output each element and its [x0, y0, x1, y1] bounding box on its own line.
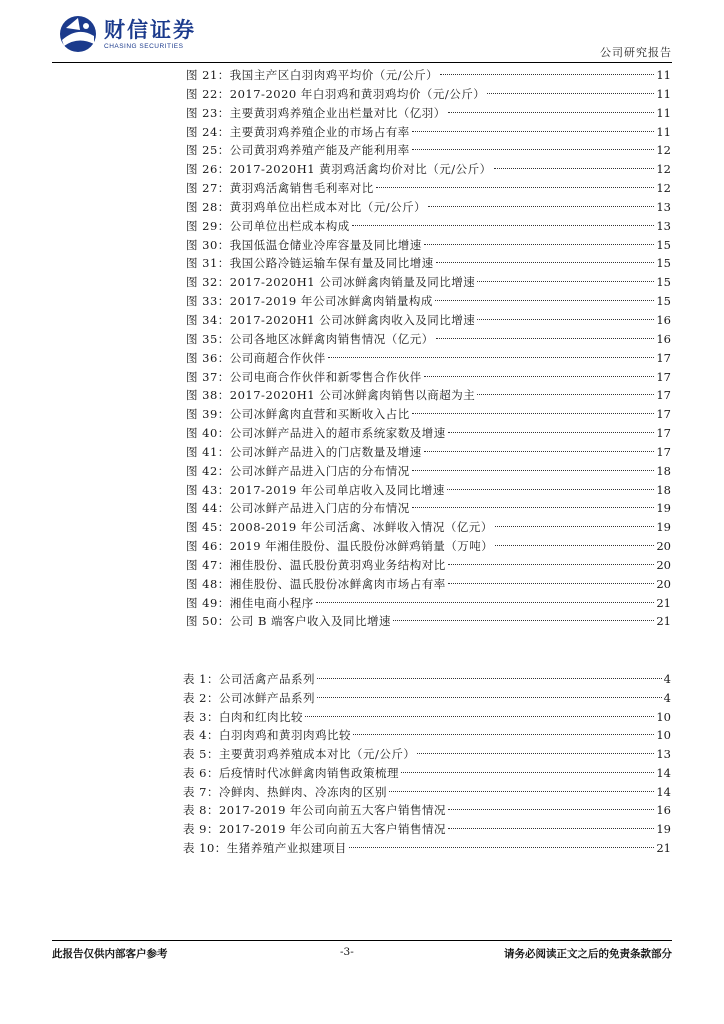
dot-leader — [477, 281, 654, 282]
figure-entry-label: 图 22：2017-2020 年白羽鸡和黄羽鸡均价（元/公斤） — [186, 86, 486, 101]
figure-entry-label: 图 44：公司冰鲜产品进入门店的分布情况 — [186, 501, 410, 516]
figure-entry[interactable] — [186, 443, 671, 462]
figure-entry-page-number: 11 — [656, 68, 671, 82]
figure-entry[interactable] — [186, 66, 671, 85]
figure-entry[interactable] — [186, 518, 671, 537]
dot-leader — [349, 847, 655, 848]
figure-entry[interactable] — [186, 499, 671, 518]
figure-entry-page-number: 18 — [656, 463, 671, 478]
figure-entry-label: 图 39：公司冰鲜禽肉直营和买断收入占比 — [186, 407, 410, 422]
figure-entry-label: 图 34：2017-2020H1 公司冰鲜禽肉收入及同比增速 — [186, 312, 476, 327]
figure-entry-label: 图 48：湘佳股份、温氏股份冰鲜禽肉市场占有率 — [186, 576, 446, 591]
dot-leader — [494, 168, 655, 169]
dot-leader — [448, 809, 654, 810]
figure-entry-page-number: 17 — [656, 369, 671, 384]
figure-entry[interactable] — [186, 556, 671, 575]
figure-entry-page-number: 21 — [656, 595, 671, 610]
dot-leader — [440, 74, 654, 75]
figure-entry-page-number: 15 — [656, 275, 671, 290]
dot-leader — [448, 432, 655, 433]
figures-index — [186, 66, 671, 631]
figure-entry-label: 图 32：2017-2020H1 公司冰鲜禽肉销量及同比增速 — [186, 275, 476, 290]
table-entry[interactable] — [183, 726, 671, 745]
figure-entry-page-number: 11 — [656, 86, 671, 101]
figure-entry-page-number: 19 — [656, 520, 671, 535]
figure-entry-page-number: 11 — [656, 124, 671, 139]
figure-entry-label: 图 31：我国公路冷链运输车保有量及同比增速 — [186, 256, 434, 271]
footer-divider — [52, 940, 672, 941]
figure-entry[interactable] — [186, 217, 671, 236]
report-type-label: 公司研究报告 — [600, 46, 672, 59]
figure-entry-page-number: 20 — [656, 576, 671, 591]
table-entry-page-number: 16 — [656, 803, 671, 818]
dot-leader — [477, 319, 654, 320]
figure-entry-page-number: 13 — [656, 218, 671, 233]
dot-leader — [495, 526, 654, 527]
figure-entry[interactable] — [186, 368, 671, 387]
table-entry[interactable] — [183, 745, 671, 764]
page-header — [0, 0, 724, 70]
dot-leader — [412, 507, 655, 508]
figure-entry-label: 图 23：主要黄羽鸡养殖企业出栏量对比（亿羽） — [186, 105, 446, 120]
figure-entry[interactable] — [186, 85, 671, 104]
table-entry-label: 表 2：公司冰鲜产品系列 — [183, 690, 315, 705]
dot-leader — [376, 187, 655, 188]
dot-leader — [448, 112, 655, 113]
table-entry-page-number: 10 — [656, 709, 671, 724]
dot-leader — [353, 734, 654, 735]
figure-entry-label: 图 36：公司商超合作伙伴 — [186, 350, 326, 365]
figure-entry-label: 图 41：公司冰鲜产品进入的门店数量及增速 — [186, 444, 422, 459]
dot-leader — [424, 451, 655, 452]
figure-entry[interactable] — [186, 123, 671, 142]
table-entry[interactable] — [183, 839, 671, 858]
figure-entry-page-number: 12 — [656, 181, 671, 196]
dot-leader — [424, 244, 655, 245]
table-entry[interactable] — [183, 801, 671, 820]
figure-entry-label: 图 35：公司各地区冰鲜禽肉销售情况（亿元） — [186, 331, 434, 346]
table-entry-page-number: 13 — [656, 747, 671, 761]
figure-entry-page-number: 15 — [656, 256, 671, 271]
tables-index — [183, 670, 671, 858]
figure-entry-label: 图 28：黄羽鸡单位出栏成本对比（元/公斤） — [186, 199, 427, 214]
dot-leader — [317, 697, 662, 698]
dot-leader — [401, 772, 654, 773]
figure-entry-page-number: 20 — [656, 539, 671, 554]
figure-entry[interactable] — [186, 141, 671, 160]
figure-entry-label: 图 21：我国主产区白羽肉鸡平均价（元/公斤） — [186, 68, 439, 82]
logo-english-name: CHASING SECURITIES — [104, 42, 184, 50]
table-entry-page-number: 4 — [663, 690, 671, 705]
dot-leader — [487, 93, 654, 94]
table-entry-label: 表 10：生猪养殖产业拟建项目 — [183, 840, 347, 855]
figure-entry-page-number: 17 — [656, 444, 671, 459]
dot-leader — [412, 131, 655, 132]
table-entry[interactable] — [183, 689, 671, 708]
footer-disclaimer-right: 请务必阅读正文之后的免责条款部分 — [504, 948, 672, 960]
company-logo — [58, 14, 196, 54]
figure-entry-page-number: 21 — [656, 614, 671, 629]
dot-leader — [328, 357, 655, 358]
figure-entry-page-number: 11 — [656, 105, 671, 120]
figure-entry-page-number: 20 — [656, 557, 671, 572]
table-entry[interactable] — [183, 820, 671, 839]
figure-entry[interactable] — [186, 311, 671, 330]
dot-leader — [305, 716, 654, 717]
dot-leader — [448, 564, 655, 565]
figure-entry[interactable] — [186, 330, 671, 349]
figure-entry-page-number: 15 — [656, 294, 671, 309]
table-entry-label: 表 6：后疫情时代冰鲜禽肉销售政策梳理 — [183, 765, 399, 780]
figure-entry-label: 图 50：公司 B 端客户收入及同比增速 — [186, 614, 392, 629]
figure-entry-label: 图 37：公司电商合作伙伴和新零售合作伙伴 — [186, 369, 422, 384]
figure-entry-label: 图 24：主要黄羽鸡养殖企业的市场占有率 — [186, 124, 410, 139]
page-number: -3- — [340, 946, 354, 958]
logo-chinese-name: 财信证券 — [104, 17, 196, 42]
figure-entry[interactable] — [186, 462, 671, 481]
figure-entry[interactable] — [186, 104, 671, 123]
figure-entry[interactable] — [186, 179, 671, 198]
figure-entry-page-number: 18 — [656, 482, 671, 497]
dot-leader — [436, 262, 655, 263]
figure-entry-page-number: 13 — [656, 199, 671, 214]
figure-entry-page-number: 17 — [656, 350, 671, 365]
dot-leader — [448, 583, 655, 584]
dot-leader — [495, 545, 654, 546]
dot-leader — [477, 394, 654, 395]
figure-entry[interactable] — [186, 594, 671, 613]
table-entry-label: 表 9：2017-2019 年公司向前五大客户销售情况 — [183, 822, 447, 836]
figure-entry-page-number: 17 — [656, 426, 671, 441]
figure-entry-label: 图 30：我国低温仓储业冷库容量及同比增速 — [186, 237, 422, 252]
figure-entry[interactable] — [186, 198, 671, 217]
figure-entry[interactable] — [186, 405, 671, 424]
figure-entry[interactable] — [186, 424, 671, 443]
dot-leader — [448, 828, 654, 829]
table-entry[interactable] — [183, 708, 671, 727]
table-entry-page-number: 4 — [663, 672, 671, 686]
dot-leader — [412, 413, 655, 414]
figure-entry[interactable] — [186, 273, 671, 292]
header-divider — [52, 62, 672, 63]
figure-entry[interactable] — [186, 160, 671, 179]
figure-entry-page-number: 12 — [656, 162, 671, 177]
table-entry-label: 表 7：冷鲜肉、热鲜肉、冷冻肉的区别 — [183, 784, 387, 799]
dot-leader — [424, 376, 655, 377]
table-entry-page-number: 19 — [656, 822, 671, 836]
figure-entry-page-number: 16 — [656, 331, 671, 346]
dot-leader — [428, 206, 654, 207]
dot-leader — [435, 300, 654, 301]
table-entry-page-number: 14 — [656, 765, 671, 780]
figure-entry-label: 图 33：2017-2019 年公司冰鲜禽肉销量构成 — [186, 294, 433, 309]
dot-leader — [393, 620, 654, 621]
footer-disclaimer-left: 此报告仅供内部客户参考 — [52, 948, 168, 960]
figure-entry-label: 图 29：公司单位出栏成本构成 — [186, 218, 350, 233]
table-entry[interactable] — [183, 670, 671, 689]
figure-entry-label: 图 42：公司冰鲜产品进入门店的分布情况 — [186, 463, 410, 478]
figure-entry-label: 图 43：2017-2019 年公司单店收入及同比增速 — [186, 482, 445, 497]
dot-leader — [352, 225, 655, 226]
table-entry-page-number: 14 — [656, 784, 671, 799]
dot-leader — [412, 470, 655, 471]
figure-entry-page-number: 12 — [656, 143, 671, 158]
table-entry[interactable] — [183, 764, 671, 783]
figure-entry[interactable] — [186, 575, 671, 594]
dot-leader — [389, 791, 654, 792]
figure-entry-label: 图 25：公司黄羽鸡养殖产能及产能利用率 — [186, 143, 410, 158]
figure-entry-label: 图 27：黄羽鸡活禽销售毛利率对比 — [186, 181, 374, 196]
figure-entry-label: 图 38：2017-2020H1 公司冰鲜禽肉销售以商超为主 — [186, 388, 476, 403]
figure-entry[interactable] — [186, 537, 671, 556]
table-entry-label: 表 5：主要黄羽鸡养殖成本对比（元/公斤） — [183, 747, 416, 761]
table-entry[interactable] — [183, 783, 671, 802]
table-entry-label: 表 1：公司活禽产品系列 — [183, 672, 315, 686]
figure-entry-label: 图 47：湘佳股份、温氏股份黄羽鸡业务结构对比 — [186, 557, 446, 572]
dot-leader — [316, 602, 655, 603]
dot-leader — [412, 149, 655, 150]
figure-entry[interactable] — [186, 236, 671, 255]
dot-leader — [436, 338, 655, 339]
table-entry-page-number: 10 — [656, 728, 671, 743]
figure-entry-label: 图 26：2017-2020H1 黄羽鸡活禽均价对比（元/公斤） — [186, 162, 492, 177]
figure-entry[interactable] — [186, 349, 671, 368]
figure-entry[interactable] — [186, 612, 671, 631]
figure-entry[interactable] — [186, 386, 671, 405]
figure-entry[interactable] — [186, 292, 671, 311]
table-entry-label: 表 8：2017-2019 年公司向前五大客户销售情况 — [183, 803, 447, 818]
figure-entry-page-number: 17 — [656, 388, 671, 403]
figure-entry-label: 图 45：2008-2019 年公司活禽、冰鲜收入情况（亿元） — [186, 520, 493, 535]
figure-entry-label: 图 49：湘佳电商小程序 — [186, 595, 314, 610]
figure-entry-page-number: 19 — [656, 501, 671, 516]
dot-leader — [417, 753, 654, 754]
figure-entry-page-number: 16 — [656, 312, 671, 327]
figure-entry-page-number: 17 — [656, 407, 671, 422]
dot-leader — [447, 489, 654, 490]
table-entry-page-number: 21 — [656, 840, 671, 855]
figure-entry-label: 图 46：2019 年湘佳股份、温氏股份冰鲜鸡销量（万吨） — [186, 539, 494, 554]
dot-leader — [317, 678, 662, 679]
table-entry-label: 表 4：白羽肉鸡和黄羽肉鸡比较 — [183, 728, 351, 743]
figure-entry[interactable] — [186, 254, 671, 273]
table-entry-label: 表 3：白肉和红肉比较 — [183, 709, 303, 724]
logo-mark-icon — [58, 14, 98, 54]
figure-entry-label: 图 40：公司冰鲜产品进入的超市系统家数及增速 — [186, 426, 446, 441]
figure-entry[interactable] — [186, 481, 671, 500]
figure-entry-page-number: 15 — [656, 237, 671, 252]
